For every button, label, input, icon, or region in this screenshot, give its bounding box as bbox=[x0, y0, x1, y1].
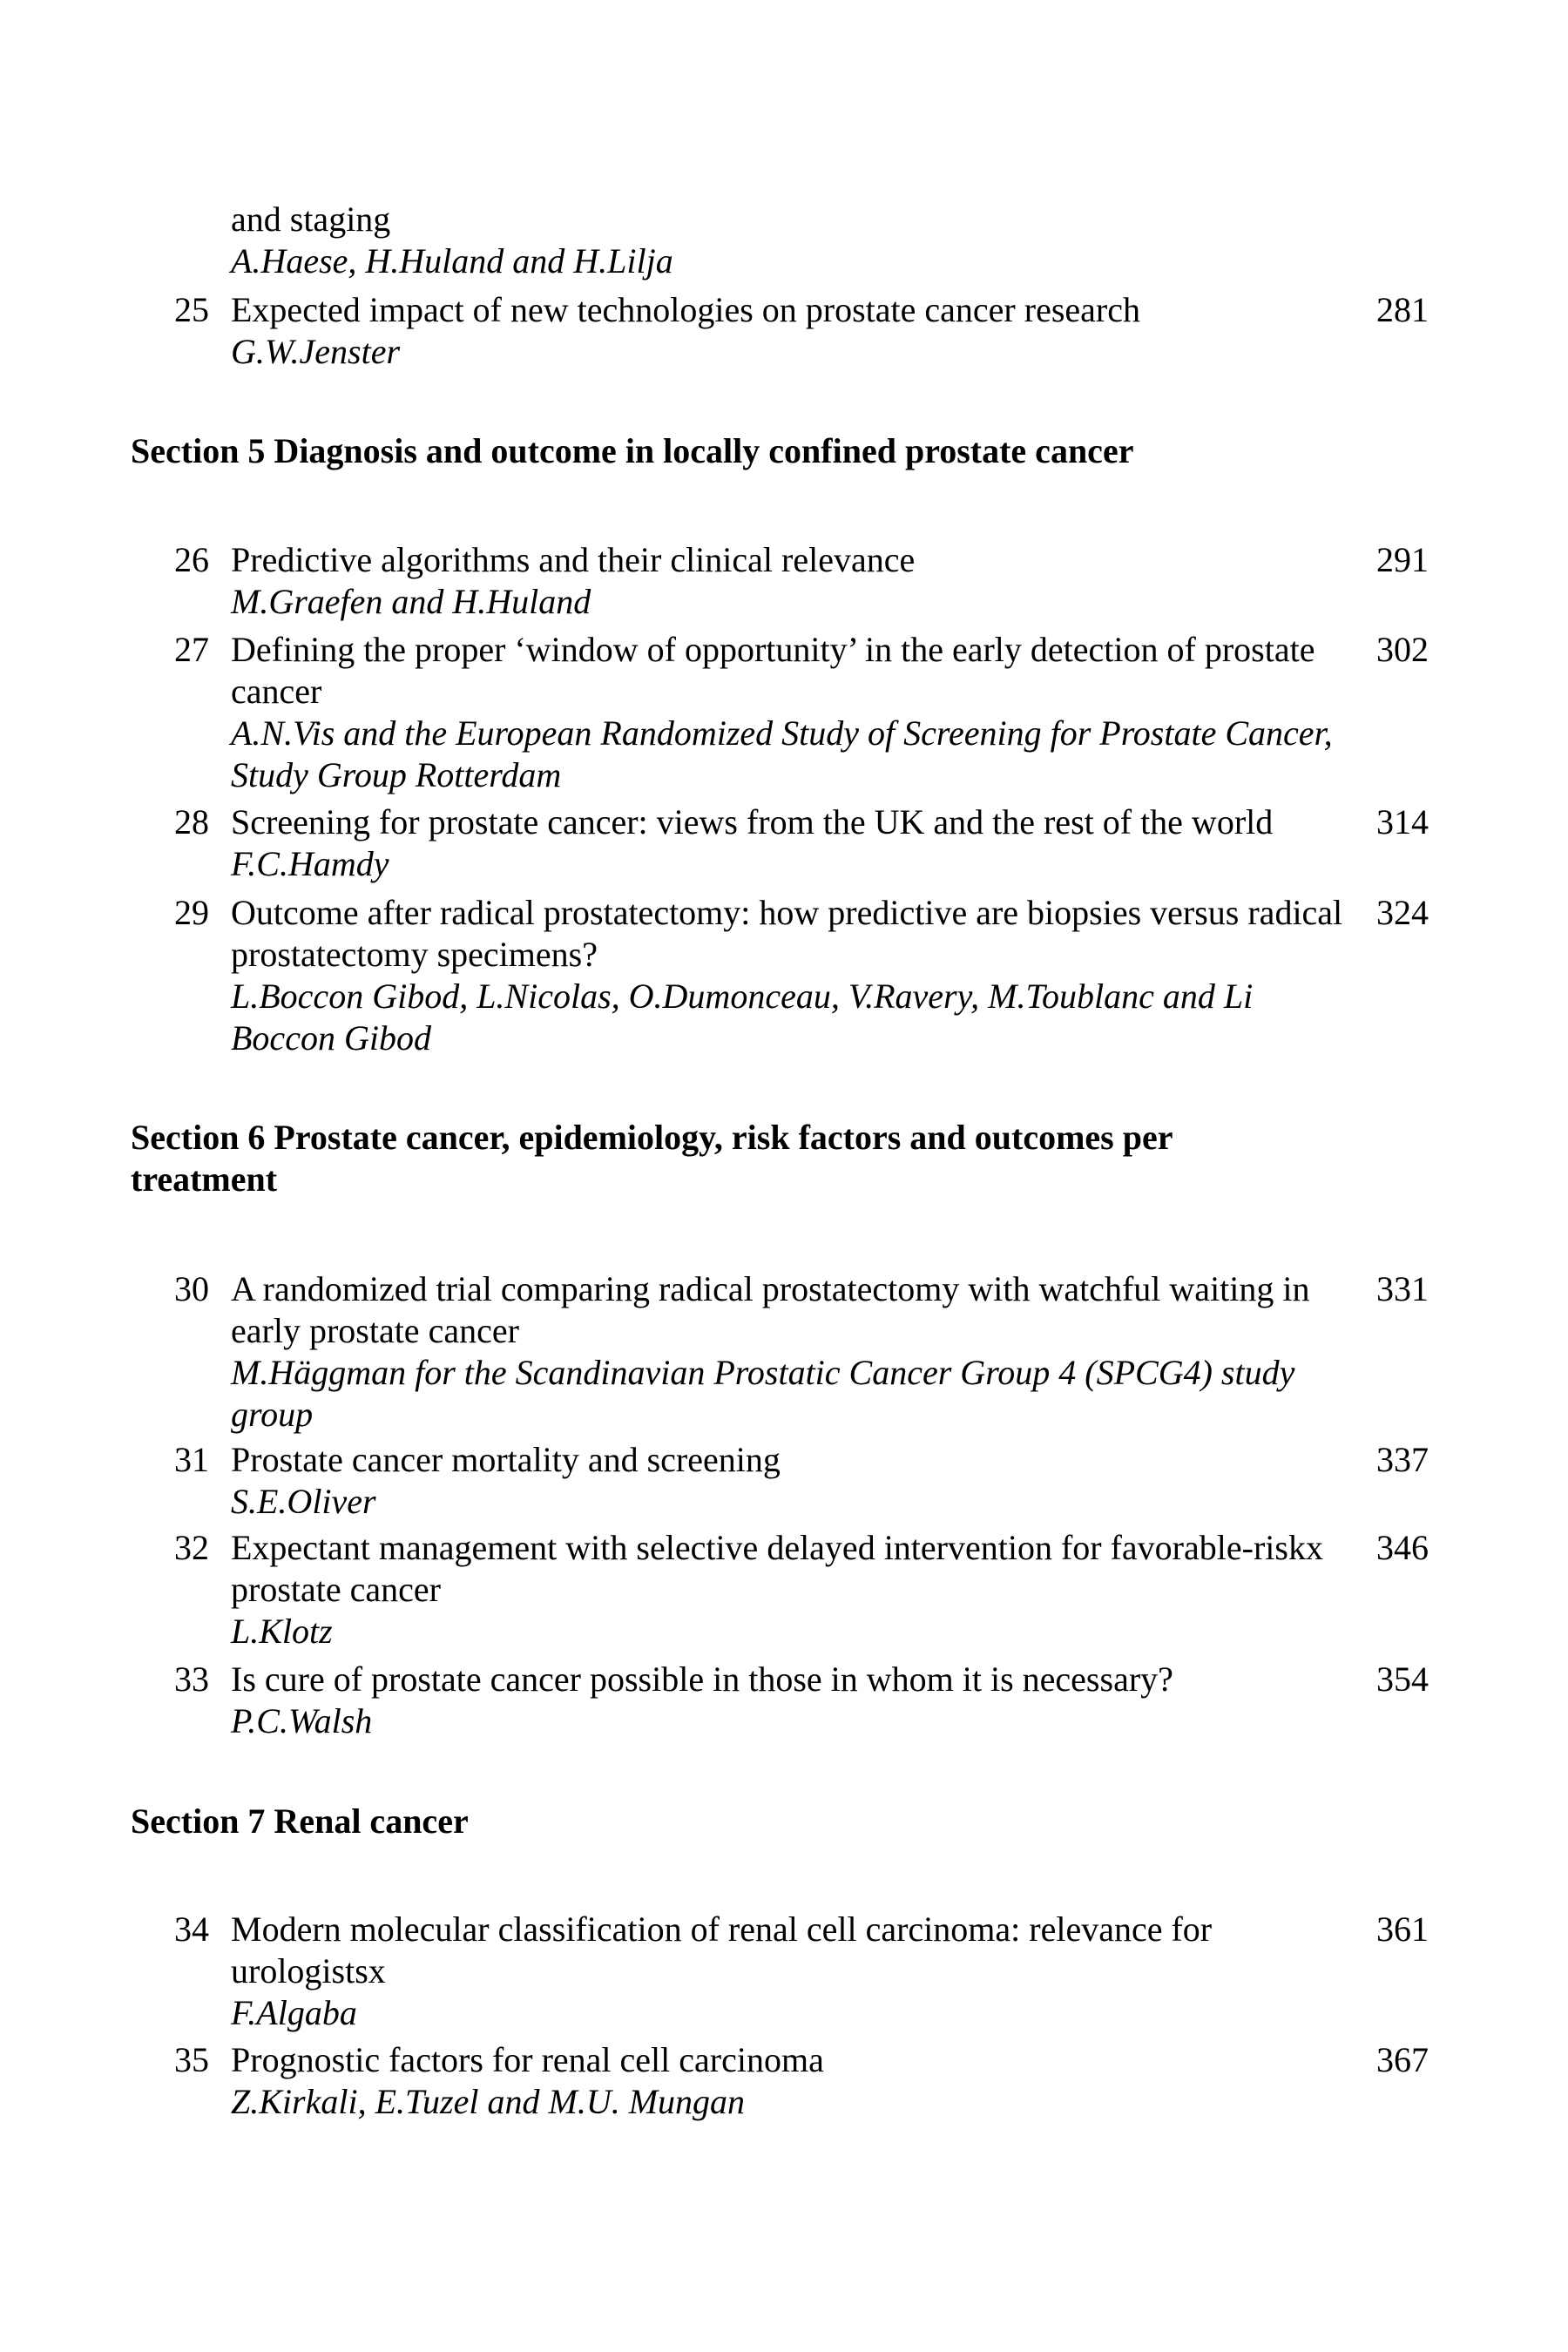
entry-page-number: 291 bbox=[1376, 540, 1429, 579]
entry-authors: P.C.Walsh bbox=[231, 1701, 373, 1740]
entry-title: Prognostic factors for renal cell carcinoma bbox=[231, 2040, 824, 2079]
entry-authors: A.Haese, H.Huland and H.Lilja bbox=[231, 241, 673, 280]
entry-number: 31 bbox=[174, 1440, 209, 1479]
entry-authors: L.Klotz bbox=[231, 1612, 333, 1651]
section-heading-6: Section 6 Prostate cancer, epidemiology, risk factors and outcomes per treatment bbox=[131, 1118, 1173, 1199]
section-heading-5: Section 5 Diagnosis and outcome in locally confined prostate cancer bbox=[131, 431, 1134, 470]
entry-title: Is cure of prostate cancer possible in those in whom it is necessary? bbox=[231, 1659, 1173, 1699]
entry-number: 32 bbox=[174, 1528, 209, 1567]
entry-authors: M.Graefen and H.Huland bbox=[231, 582, 591, 621]
entry-title: Modern molecular classification of renal cell carcinoma: relevance for urologistsx bbox=[231, 1909, 1213, 1990]
entry-title: Expectant management with selective delayed intervention for favorable-riskx prostate cancer bbox=[231, 1528, 1323, 1609]
entry-number: 29 bbox=[174, 893, 209, 932]
entry-page-number: 324 bbox=[1376, 893, 1429, 932]
entry-number: 34 bbox=[174, 1909, 209, 1949]
entry-title: Outcome after radical prostatectomy: how predictive are biopsies versus radical prostatectomy specimens? bbox=[231, 893, 1343, 974]
entry-title: and staging bbox=[231, 199, 391, 239]
entry-number: 35 bbox=[174, 2040, 209, 2079]
entry-number: 28 bbox=[174, 802, 209, 841]
entry-number: 27 bbox=[174, 630, 209, 669]
entry-title: Screening for prostate cancer: views from the UK and the rest of the world bbox=[231, 802, 1274, 841]
entry-page-number: 346 bbox=[1376, 1528, 1429, 1567]
entry-title: Expected impact of new technologies on prostate cancer research bbox=[231, 290, 1140, 329]
entry-authors: L.Boccon Gibod, L.Nicolas, O.Dumonceau, V.Ravery, M.Toublanc and Li Boccon Gibod bbox=[231, 977, 1254, 1058]
entry-page-number: 361 bbox=[1376, 1909, 1429, 1949]
entry-page-number: 314 bbox=[1376, 802, 1429, 841]
entry-authors: F.C.Hamdy bbox=[231, 844, 389, 883]
entry-page-number: 337 bbox=[1376, 1440, 1429, 1479]
entry-authors: F.Algaba bbox=[231, 1993, 357, 2032]
entry-page-number: 302 bbox=[1376, 630, 1429, 669]
entry-title: A randomized trial comparing radical prostatectomy with watchful waiting in early prostate cancer bbox=[231, 1269, 1310, 1350]
section-heading-7: Section 7 Renal cancer bbox=[131, 1801, 469, 1841]
entry-page-number: 331 bbox=[1376, 1269, 1429, 1308]
entry-number: 25 bbox=[174, 290, 209, 329]
entry-title: Prostate cancer mortality and screening bbox=[231, 1440, 781, 1479]
entry-number: 33 bbox=[174, 1659, 209, 1699]
entry-number: 26 bbox=[174, 540, 209, 579]
entry-page-number: 354 bbox=[1376, 1659, 1429, 1699]
entry-page-number: 281 bbox=[1376, 290, 1429, 329]
entry-title: Defining the proper ‘window of opportunity’ in the early detection of prostate cancer bbox=[231, 630, 1315, 711]
entry-authors: S.E.Oliver bbox=[231, 1482, 376, 1521]
entry-number: 30 bbox=[174, 1269, 209, 1308]
entry-title: Predictive algorithms and their clinical relevance bbox=[231, 540, 916, 579]
entry-authors: A.N.Vis and the European Randomized Study of Screening for Prostate Cancer, Study Group Rotterdam bbox=[231, 713, 1333, 794]
entry-authors: M.Häggman for the Scandinavian Prostatic Cancer Group 4 (SPCG4) study group bbox=[231, 1353, 1295, 1434]
entry-authors: Z.Kirkali, E.Tuzel and M.U. Mungan bbox=[231, 2082, 746, 2121]
entry-authors: G.W.Jenster bbox=[231, 332, 401, 371]
entry-page-number: 367 bbox=[1376, 2040, 1429, 2079]
